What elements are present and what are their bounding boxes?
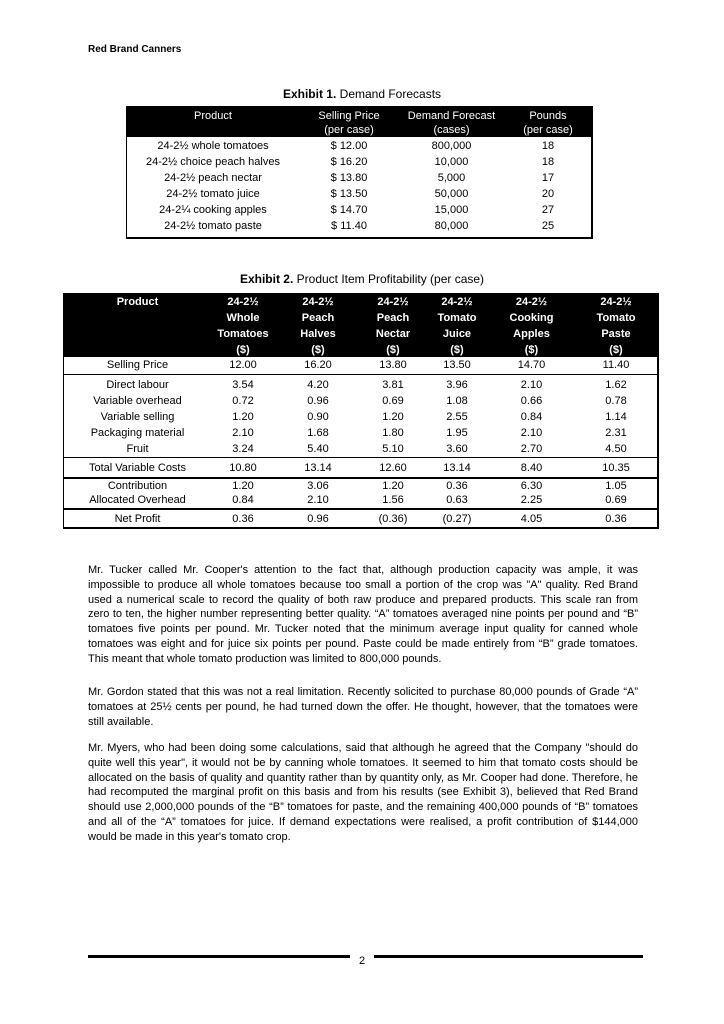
table-cell: 0.84 [520, 411, 543, 423]
table-cell: 5.40 [307, 443, 329, 455]
table-cell: 1.80 [382, 427, 404, 439]
header-cell: (cases) [433, 124, 470, 136]
table-cell: 18 [541, 156, 555, 168]
row-label: Selling Price [106, 359, 169, 371]
table-cell: 0.90 [307, 411, 329, 423]
header-cell: Demand Forecast [407, 110, 496, 122]
header-cell: ($) [609, 344, 623, 356]
table-cell: 1.20 [382, 411, 404, 423]
table-cell: 1.14 [605, 411, 627, 423]
table-cell: 0.69 [382, 395, 404, 407]
header-cell: (per case) [324, 124, 374, 136]
header-cell: Product [194, 110, 232, 122]
table-cell: 25 [541, 220, 555, 232]
exhibit1-title-text: Demand Forecasts [339, 87, 442, 101]
page-number: 2 [358, 955, 366, 967]
header-cell: Nectar [375, 328, 411, 340]
table-cell: 10,000 [434, 156, 469, 168]
header-cell: ($) [524, 344, 539, 356]
table-cell: 5.10 [382, 443, 404, 455]
header-cell: ($) [386, 344, 400, 356]
product-name: 24-2½ peach nectar [164, 172, 262, 184]
exhibit1-header [127, 107, 591, 137]
table-cell: $ 16.20 [330, 156, 368, 168]
table-cell: 6.30 [520, 480, 543, 492]
table-cell: 1.95 [446, 427, 468, 439]
table-cell: $ 13.50 [330, 188, 368, 200]
table-cell: (0.36) [378, 513, 408, 525]
footer-rule-left [88, 955, 350, 958]
table-cell: 13.50 [443, 359, 471, 371]
header-cell: Peach [301, 312, 335, 324]
table-cell: 0.66 [520, 395, 543, 407]
table-cell: 0.96 [307, 513, 329, 525]
table-cell: 0.36 [232, 513, 254, 525]
row-label: Variable selling [100, 411, 175, 423]
table-cell: 11.40 [602, 359, 630, 371]
header-cell: Peach [376, 312, 410, 324]
row-label: Total Variable Costs [88, 462, 186, 474]
table-cell: 0.72 [232, 395, 254, 407]
table-cell: 0.36 [446, 480, 468, 492]
table-cell: 3.60 [446, 443, 468, 455]
header-cell: Pounds [529, 110, 567, 122]
header-cell: Apples [513, 328, 550, 340]
table-cell: 20 [541, 188, 555, 200]
table-cell: 2.10 [520, 379, 543, 391]
header-cell: Product [116, 296, 159, 308]
table-cell: 0.63 [446, 494, 468, 506]
header-cell: Tomatoes [217, 328, 269, 340]
table-cell: 1.20 [232, 411, 254, 423]
row-label: Contribution [107, 480, 168, 492]
table-cell: 50,000 [434, 188, 469, 200]
table-cell: $ 13.80 [330, 172, 368, 184]
header-cell: 24-2½ [515, 296, 548, 308]
table-cell: 1.08 [446, 395, 468, 407]
table-cell: 800,000 [431, 140, 472, 152]
table-cell: 12.00 [229, 359, 257, 371]
table-cell: 1.05 [605, 480, 627, 492]
table-cell: 16.20 [304, 359, 332, 371]
header-cell: 24-2½ [227, 296, 259, 308]
table-cell: 2.25 [520, 494, 543, 506]
header-cell: 24-2½ [441, 296, 473, 308]
table-cell: 2.31 [605, 427, 627, 439]
table-cell: 1.62 [605, 379, 627, 391]
table-cell: 0.36 [605, 513, 627, 525]
header-cell: Halves [300, 328, 336, 340]
table-cell: 1.56 [382, 494, 404, 506]
table-cell: $ 11.40 [331, 220, 367, 232]
table-divider [64, 457, 657, 458]
table-divider [64, 508, 657, 510]
table-cell: 5,000 [437, 172, 466, 184]
table-cell: 3.06 [307, 480, 329, 492]
header-cell: 24-2½ [377, 296, 409, 308]
table-cell: 2.55 [446, 411, 468, 423]
exhibit2-table [63, 293, 659, 529]
table-cell: (0.27) [442, 513, 472, 525]
header-cell: Selling Price [318, 110, 380, 122]
table-cell: 10.80 [229, 462, 257, 474]
product-name: 24-2¼ cooking apples [159, 204, 267, 216]
table-cell: 2.10 [520, 427, 543, 439]
product-name: 24-2½ tomato paste [164, 220, 262, 232]
table-cell: 3.24 [232, 443, 254, 455]
table-cell: 10.35 [602, 462, 630, 474]
row-label: Variable overhead [93, 395, 182, 407]
table-cell: 2.70 [520, 443, 543, 455]
row-label: Allocated Overhead [89, 494, 186, 506]
header-cell: Tomato [437, 312, 477, 324]
document-header: Red Brand Canners [88, 44, 182, 55]
table-cell: 4.20 [307, 379, 329, 391]
table-cell: 0.69 [605, 494, 627, 506]
row-label: Direct labour [106, 379, 169, 391]
row-label: Packaging material [90, 427, 185, 439]
exhibit1-label: Exhibit 1. [282, 87, 337, 101]
table-cell: $ 14.70 [330, 204, 368, 216]
table-cell: 27 [541, 204, 555, 216]
row-label: Fruit [126, 443, 149, 455]
table-cell: 8.40 [520, 462, 543, 474]
product-name: 24-2½ choice peach halves [146, 156, 280, 168]
table-cell: 3.96 [446, 379, 468, 391]
header-cell: Paste [601, 328, 631, 340]
table-cell: 14.70 [517, 359, 546, 371]
table-cell: 80,000 [434, 220, 469, 232]
table-cell: 15,000 [434, 204, 469, 216]
table-cell: 1.68 [307, 427, 329, 439]
table-divider [64, 374, 657, 375]
product-name: 24-2½ tomato juice [166, 188, 260, 200]
header-cell: 24-2½ [302, 296, 334, 308]
table-cell: 13.80 [379, 359, 407, 371]
header-cell: Tomato [596, 312, 636, 324]
table-cell: 13.14 [443, 462, 471, 474]
table-cell: 1.20 [232, 480, 254, 492]
header-cell: Juice [442, 328, 472, 340]
header-cell: Cooking [509, 312, 554, 324]
table-cell: 17 [541, 172, 555, 184]
table-cell: $ 12.00 [330, 140, 368, 152]
table-cell: 2.10 [232, 427, 254, 439]
header-cell: Whole [226, 312, 260, 324]
table-cell: 0.78 [605, 395, 627, 407]
table-cell: 3.54 [232, 379, 254, 391]
table-cell: 4.05 [520, 513, 543, 525]
header-cell: 24-2½ [600, 296, 632, 308]
table-cell: 12.60 [379, 462, 407, 474]
paragraph: Mr. Gordon stated that this was not a real limitation. Recently solicited to purchase 80,000 pounds of Grade “A” tomatoes at 25½ cents per pound, he had turned down the offer. He thought, however, that the tomatoes were still available. [88, 686, 638, 728]
table-cell: 3.81 [382, 379, 404, 391]
table-cell: 13.14 [304, 462, 332, 474]
footer-rule-right [374, 955, 643, 958]
exhibit2-title [0, 272, 724, 286]
table-cell: 0.84 [232, 494, 254, 506]
header-cell: ($) [236, 344, 250, 356]
table-cell: 4.50 [605, 443, 627, 455]
exhibit2-header [64, 294, 657, 357]
paragraph: Mr. Myers, who had been doing some calculations, said that although he agreed that the Company "should do quite well this year", it would not be by canning whole tomatoes. It seemed to him that tomato costs should be allocated on the basis of quality and quantity rather than by quantity only, as Mr. Cooper had done. Therefore, he had recomputed the marginal profit on this basis and from his results (see Exhibit 3), believed that Red Brand should use 2,000,000 pounds of the “B” tomatoes for paste, and the remaining 400,000 pounds of “B” tomatoes and all of the “A” tomatoes for juice. If demand expectations were realised, a profit contribution of $144,000 would be made in this year's tomato crop. [88, 742, 638, 843]
header-cell: ($) [311, 344, 325, 356]
header-cell: ($) [450, 344, 464, 356]
exhibit2-title-text: Product Item Profitability (per case) [296, 272, 485, 286]
table-cell: 1.20 [382, 480, 404, 492]
exhibit2-label: Exhibit 2. [239, 272, 294, 286]
product-name: 24-2½ whole tomatoes [157, 140, 269, 152]
exhibit1-title [0, 87, 724, 101]
header-cell: (per case) [523, 124, 573, 136]
table-cell: 2.10 [307, 494, 329, 506]
table-cell: 18 [541, 140, 555, 152]
exhibit1-table [126, 106, 593, 239]
paragraph: Mr. Tucker called Mr. Cooper's attention to the fact that, although production capacity was ample, it was impossible to produce all whole tomatoes because too small a portion of the crop was "A" quality. Red Brand used a numerical scale to record the quality of both raw produce and prepared products. This scale ran from zero to ten, the higher number representing better quality. “A” tomatoes averaged nine points per pound and “B” tomatoes five points per pound. Mr. Tucker noted that the minimum average input quality for canned whole tomatoes was eight and for juice six points per pound. Paste could be made entirely from “B” grade tomatoes. This meant that whole tomato production was limited to 800,000 pounds. [88, 564, 638, 665]
table-cell: 0.96 [307, 395, 329, 407]
row-label: Net Profit [114, 513, 161, 525]
